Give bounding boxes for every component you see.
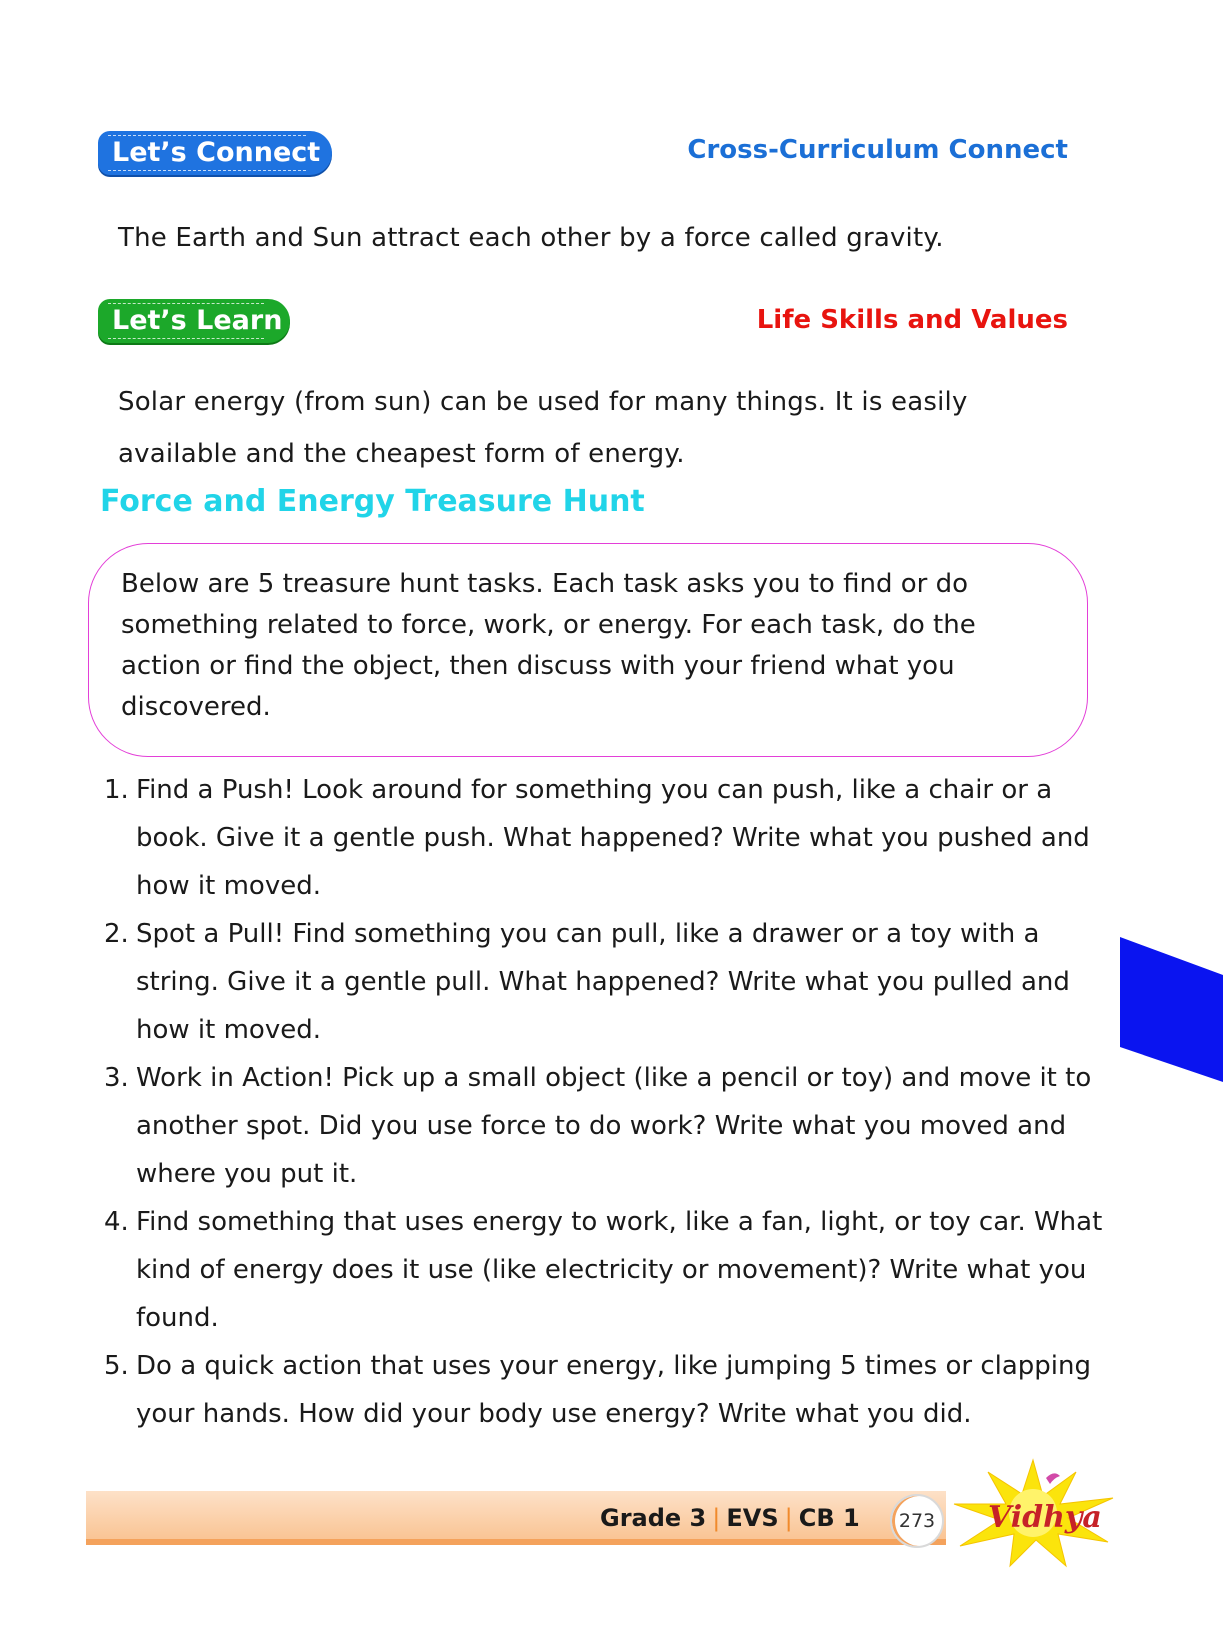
task-number: 5. [104, 1351, 129, 1381]
list-item [104, 1342, 1104, 1438]
activity-title: Force and Energy Treasure Hunt [100, 484, 645, 519]
task-number: 1. [104, 775, 129, 805]
badge-dash-decoration [108, 170, 306, 171]
lets-connect-badge [98, 131, 332, 175]
list-item [104, 766, 1104, 910]
chapter-side-tab [1120, 937, 1223, 1082]
list-item [104, 910, 1104, 1054]
footer-subject: EVS [726, 1504, 779, 1532]
task-text: Find something that uses energy to work, like a fan, light, or toy car. What kind of energy does it use (like electricity or movement)? Write what you found. [136, 1207, 1103, 1333]
task-text: Find a Push! Look around for something you can push, like a chair or a book. Give it a gentle push. What happened? Write what you pushed and how it moved. [136, 775, 1090, 901]
task-number: 3. [104, 1063, 129, 1093]
task-text: Work in Action! Pick up a small object (like a pencil or toy) and move it to another spot. Did you use force to do work? Write what you moved and where you put it. [136, 1063, 1092, 1189]
vidhya-logo-text: Vidhya [988, 1500, 1102, 1535]
footer-separator: | [712, 1504, 721, 1532]
badge-dash-decoration [108, 303, 264, 304]
footer-grade-info [600, 1504, 860, 1532]
lets-learn-label: Let’s Learn [112, 305, 283, 336]
list-item [104, 1198, 1104, 1342]
footer-book: CB 1 [798, 1504, 860, 1532]
lets-connect-label: Let’s Connect [112, 137, 321, 168]
footer-grade: Grade 3 [600, 1504, 707, 1532]
task-list [104, 766, 1104, 1438]
activity-intro-text: Below are 5 treasure hunt tasks. Each task asks you to find or do something related to force, work, or energy. For each task, do the action or find the object, then discuss with your friend what you discovered. [121, 569, 976, 722]
cross-curriculum-tag: Cross-Curriculum Connect [687, 135, 1068, 165]
learn-paragraph: Solar energy (from sun) can be used for many things. It is easily available and the cheapest form of energy. [118, 387, 968, 469]
lets-learn-badge [98, 299, 290, 343]
page-number: 273 [890, 1494, 944, 1548]
badge-dash-decoration [108, 135, 306, 136]
task-text: Spot a Pull! Find something you can pull, like a drawer or a toy with a string. Give it a gentle pull. What happened? Write what you pulled and how it moved. [136, 919, 1070, 1045]
activity-intro-box [88, 543, 1088, 757]
footer-separator: | [784, 1504, 793, 1532]
task-text: Do a quick action that uses your energy, like jumping 5 times or clapping your hands. How did your body use energy? Write what you did. [136, 1351, 1091, 1429]
connect-paragraph: The Earth and Sun attract each other by a force called gravity. [118, 223, 944, 253]
list-item [104, 1054, 1104, 1198]
task-number: 4. [104, 1207, 129, 1237]
badge-dash-decoration [108, 338, 264, 339]
life-skills-tag: Life Skills and Values [756, 305, 1068, 335]
task-number: 2. [104, 919, 129, 949]
